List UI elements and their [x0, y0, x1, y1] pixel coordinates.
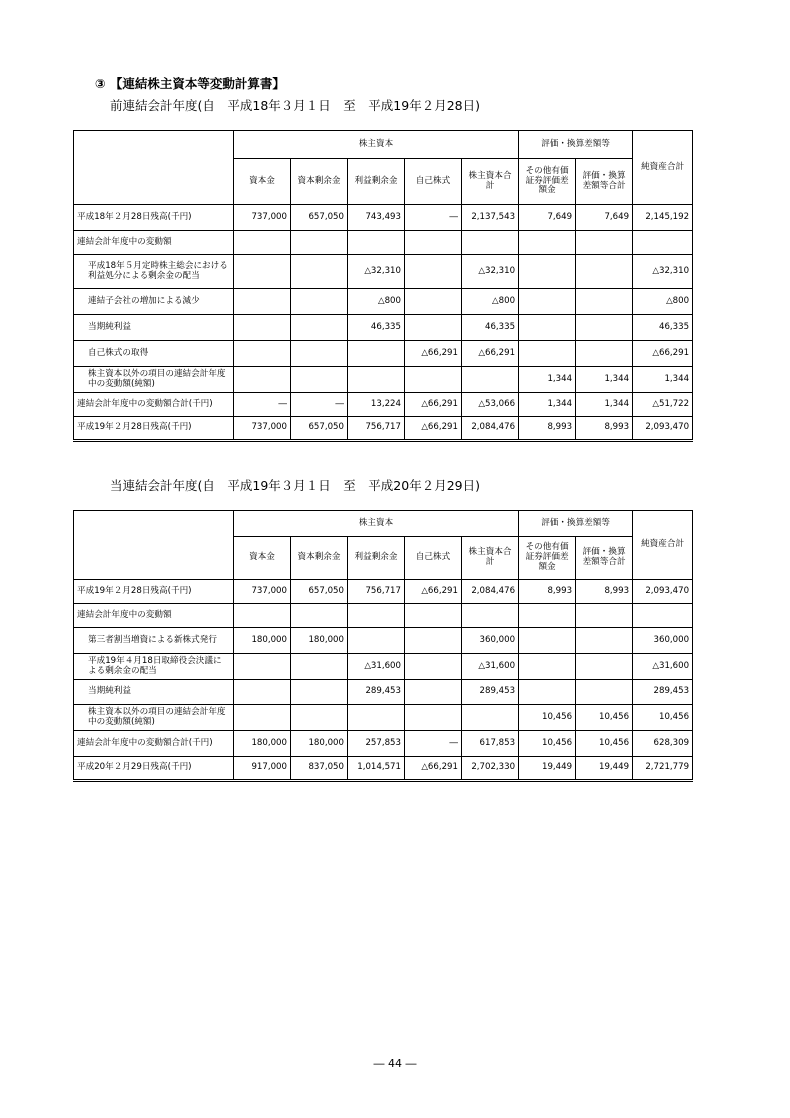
cell-value	[462, 367, 519, 393]
cell-value	[291, 654, 348, 680]
cell-value	[576, 255, 633, 289]
cell-value	[291, 604, 348, 628]
cell-value: 2,084,476	[462, 580, 519, 604]
cell-value: △31,600	[348, 654, 405, 680]
table-row	[74, 628, 693, 654]
cell-value	[576, 231, 633, 255]
cell-value: 10,456	[519, 705, 576, 731]
cell-value: 743,493	[348, 205, 405, 231]
cell-value: 180,000	[291, 731, 348, 757]
table-row	[74, 417, 693, 441]
document-title: ③ 【連結株主資本等変動計算書】	[95, 76, 285, 91]
row-label: 連結会計年度中の変動額	[74, 231, 234, 255]
cell-value: 2,084,476	[462, 417, 519, 441]
cell-value	[234, 604, 291, 628]
cell-value	[405, 315, 462, 341]
cell-value: 257,853	[348, 731, 405, 757]
cell-value	[633, 604, 693, 628]
cell-value	[291, 367, 348, 393]
cell-value: 7,649	[519, 205, 576, 231]
table-row	[74, 255, 693, 289]
cell-value: 657,050	[291, 417, 348, 441]
cell-value: 756,717	[348, 417, 405, 441]
cell-value: 2,145,192	[633, 205, 693, 231]
cell-value: 917,000	[234, 757, 291, 781]
cell-value: ―	[405, 731, 462, 757]
period-heading-current: 当連結会計年度(自 平成19年３月１日 至 平成20年２月29日)	[110, 478, 480, 493]
cell-value	[576, 289, 633, 315]
row-label: 平成20年２月29日残高(千円)	[74, 757, 234, 781]
cell-value: 1,344	[576, 393, 633, 417]
cell-value: △66,291	[633, 341, 693, 367]
row-label: 株主資本以外の項目の連結会計年度中の変動額(純額)	[74, 367, 234, 393]
table-row	[74, 580, 693, 604]
col-header: 資本金	[234, 159, 291, 205]
cell-value	[462, 705, 519, 731]
table-row	[74, 367, 693, 393]
cell-value: △53,066	[462, 393, 519, 417]
row-label: 平成18年２月28日残高(千円)	[74, 205, 234, 231]
cell-value: 617,853	[462, 731, 519, 757]
cell-value: △32,310	[462, 255, 519, 289]
cell-value: 8,993	[576, 417, 633, 441]
cell-value: 10,456	[576, 731, 633, 757]
page-number: ― 44 ―	[373, 1057, 417, 1070]
equity-statement-table-current	[73, 510, 693, 782]
cell-value: 10,456	[576, 705, 633, 731]
cell-value	[576, 654, 633, 680]
cell-value	[519, 628, 576, 654]
row-label: 連結会計年度中の変動額合計(千円)	[74, 731, 234, 757]
cell-value: △51,722	[633, 393, 693, 417]
cell-value: △31,600	[633, 654, 693, 680]
cell-value	[291, 255, 348, 289]
cell-value: 737,000	[234, 417, 291, 441]
col-header: 自己株式	[405, 537, 462, 580]
cell-value: 180,000	[234, 731, 291, 757]
cell-value	[348, 367, 405, 393]
cell-value: 657,050	[291, 580, 348, 604]
col-header: 利益剰余金	[348, 159, 405, 205]
cell-value	[291, 231, 348, 255]
cell-value: 2,093,470	[633, 417, 693, 441]
cell-value	[462, 231, 519, 255]
cell-value	[405, 654, 462, 680]
header-shareholders-equity: 株主資本	[234, 131, 519, 159]
cell-value	[576, 628, 633, 654]
cell-value: 360,000	[633, 628, 693, 654]
row-label: 連結会計年度中の変動額	[74, 604, 234, 628]
cell-value: 2,721,779	[633, 757, 693, 781]
table-row	[74, 604, 693, 628]
cell-value	[462, 604, 519, 628]
cell-value	[519, 604, 576, 628]
cell-value	[348, 628, 405, 654]
cell-value: 46,335	[633, 315, 693, 341]
cell-value	[348, 604, 405, 628]
header-corner	[74, 511, 234, 580]
table-row	[74, 341, 693, 367]
cell-value: 1,344	[519, 393, 576, 417]
cell-value	[234, 367, 291, 393]
row-label: 当期純利益	[74, 680, 234, 705]
cell-value: ―	[234, 393, 291, 417]
col-header: 株主資本合計	[462, 537, 519, 580]
cell-value	[519, 315, 576, 341]
cell-value: 13,224	[348, 393, 405, 417]
col-header: 資本剰余金	[291, 159, 348, 205]
cell-value: △800	[348, 289, 405, 315]
cell-value	[405, 367, 462, 393]
cell-value: 756,717	[348, 580, 405, 604]
cell-value	[405, 705, 462, 731]
cell-value: △31,600	[462, 654, 519, 680]
col-header: 評価・換算差額等合計	[576, 537, 633, 580]
cell-value	[234, 705, 291, 731]
row-label: 平成19年２月28日残高(千円)	[74, 417, 234, 441]
cell-value: △800	[633, 289, 693, 315]
row-label: 連結子会社の増加による減少	[74, 289, 234, 315]
cell-value	[519, 341, 576, 367]
cell-value: △66,291	[405, 341, 462, 367]
cell-value: 737,000	[234, 580, 291, 604]
col-header: 株主資本合計	[462, 159, 519, 205]
cell-value: 1,344	[633, 367, 693, 393]
cell-value	[405, 604, 462, 628]
row-label: 株主資本以外の項目の連結会計年度中の変動額(純額)	[74, 705, 234, 731]
table-row	[74, 315, 693, 341]
cell-value: 1,014,571	[348, 757, 405, 781]
equity-statement-table-prior	[73, 130, 693, 442]
cell-value: 737,000	[234, 205, 291, 231]
cell-value	[234, 255, 291, 289]
cell-value: 360,000	[462, 628, 519, 654]
row-label: 平成18年５月定時株主総会における利益処分による剰余金の配当	[74, 255, 234, 289]
cell-value	[576, 341, 633, 367]
cell-value	[633, 231, 693, 255]
cell-value: ―	[291, 393, 348, 417]
cell-value: △66,291	[405, 417, 462, 441]
col-header: 評価・換算差額等合計	[576, 159, 633, 205]
header-valuation-adjustments: 評価・換算差額等	[519, 511, 633, 537]
cell-value: △66,291	[405, 757, 462, 781]
cell-value: 628,309	[633, 731, 693, 757]
cell-value: 8,993	[519, 417, 576, 441]
header-valuation-adjustments: 評価・換算差額等	[519, 131, 633, 159]
header-shareholders-equity: 株主資本	[234, 511, 519, 537]
header-corner	[74, 131, 234, 205]
cell-value: 2,093,470	[633, 580, 693, 604]
cell-value	[234, 341, 291, 367]
table-row	[74, 231, 693, 255]
cell-value: 289,453	[348, 680, 405, 705]
header-total-net-assets: 純資産合計	[633, 131, 693, 205]
row-label: 当期純利益	[74, 315, 234, 341]
cell-value: △800	[462, 289, 519, 315]
cell-value: 2,702,330	[462, 757, 519, 781]
cell-value: △66,291	[405, 393, 462, 417]
row-label: 自己株式の取得	[74, 341, 234, 367]
cell-value: 8,993	[519, 580, 576, 604]
cell-value	[405, 231, 462, 255]
cell-value: 289,453	[633, 680, 693, 705]
cell-value	[405, 255, 462, 289]
header-total-net-assets: 純資産合計	[633, 511, 693, 580]
cell-value: 46,335	[348, 315, 405, 341]
cell-value	[348, 705, 405, 731]
table-row	[74, 680, 693, 705]
cell-value	[234, 680, 291, 705]
cell-value	[291, 289, 348, 315]
cell-value	[234, 231, 291, 255]
cell-value	[348, 341, 405, 367]
cell-value: △32,310	[633, 255, 693, 289]
cell-value: 10,456	[633, 705, 693, 731]
cell-value	[405, 680, 462, 705]
cell-value	[291, 680, 348, 705]
cell-value	[519, 231, 576, 255]
cell-value	[234, 315, 291, 341]
cell-value: 46,335	[462, 315, 519, 341]
cell-value	[234, 289, 291, 315]
cell-value	[576, 604, 633, 628]
period-heading-prior: 前連結会計年度(自 平成18年３月１日 至 平成19年２月28日)	[110, 98, 480, 113]
cell-value: 657,050	[291, 205, 348, 231]
cell-value: 1,344	[519, 367, 576, 393]
cell-value	[291, 341, 348, 367]
cell-value: 180,000	[291, 628, 348, 654]
cell-value	[348, 231, 405, 255]
cell-value	[234, 654, 291, 680]
cell-value	[405, 289, 462, 315]
cell-value	[519, 654, 576, 680]
row-label: 連結会計年度中の変動額合計(千円)	[74, 393, 234, 417]
row-label: 第三者割当増資による新株式発行	[74, 628, 234, 654]
cell-value: 180,000	[234, 628, 291, 654]
cell-value: 837,050	[291, 757, 348, 781]
cell-value: 19,449	[519, 757, 576, 781]
cell-value: 7,649	[576, 205, 633, 231]
cell-value: 10,456	[519, 731, 576, 757]
table-row	[74, 205, 693, 231]
col-header: その他有価証券評価差額金	[519, 159, 576, 205]
cell-value: 1,344	[576, 367, 633, 393]
col-header: 利益剰余金	[348, 537, 405, 580]
cell-value	[405, 628, 462, 654]
cell-value	[576, 680, 633, 705]
table-row	[74, 654, 693, 680]
table-row	[74, 393, 693, 417]
cell-value: 2,137,543	[462, 205, 519, 231]
cell-value: △66,291	[405, 580, 462, 604]
cell-value	[519, 255, 576, 289]
cell-value	[291, 705, 348, 731]
table-row	[74, 289, 693, 315]
table-row	[74, 757, 693, 781]
table-row	[74, 731, 693, 757]
cell-value: 19,449	[576, 757, 633, 781]
col-header: その他有価証券評価差額金	[519, 537, 576, 580]
col-header: 資本剰余金	[291, 537, 348, 580]
cell-value: △32,310	[348, 255, 405, 289]
col-header: 自己株式	[405, 159, 462, 205]
row-label: 平成19年２月28日残高(千円)	[74, 580, 234, 604]
cell-value: △66,291	[462, 341, 519, 367]
col-header: 資本金	[234, 537, 291, 580]
cell-value: 289,453	[462, 680, 519, 705]
cell-value	[519, 680, 576, 705]
cell-value	[291, 315, 348, 341]
cell-value: 8,993	[576, 580, 633, 604]
cell-value	[576, 315, 633, 341]
cell-value	[519, 289, 576, 315]
table-row	[74, 705, 693, 731]
cell-value: ―	[405, 205, 462, 231]
row-label: 平成19年４月18日取締役会決議による剰余金の配当	[74, 654, 234, 680]
